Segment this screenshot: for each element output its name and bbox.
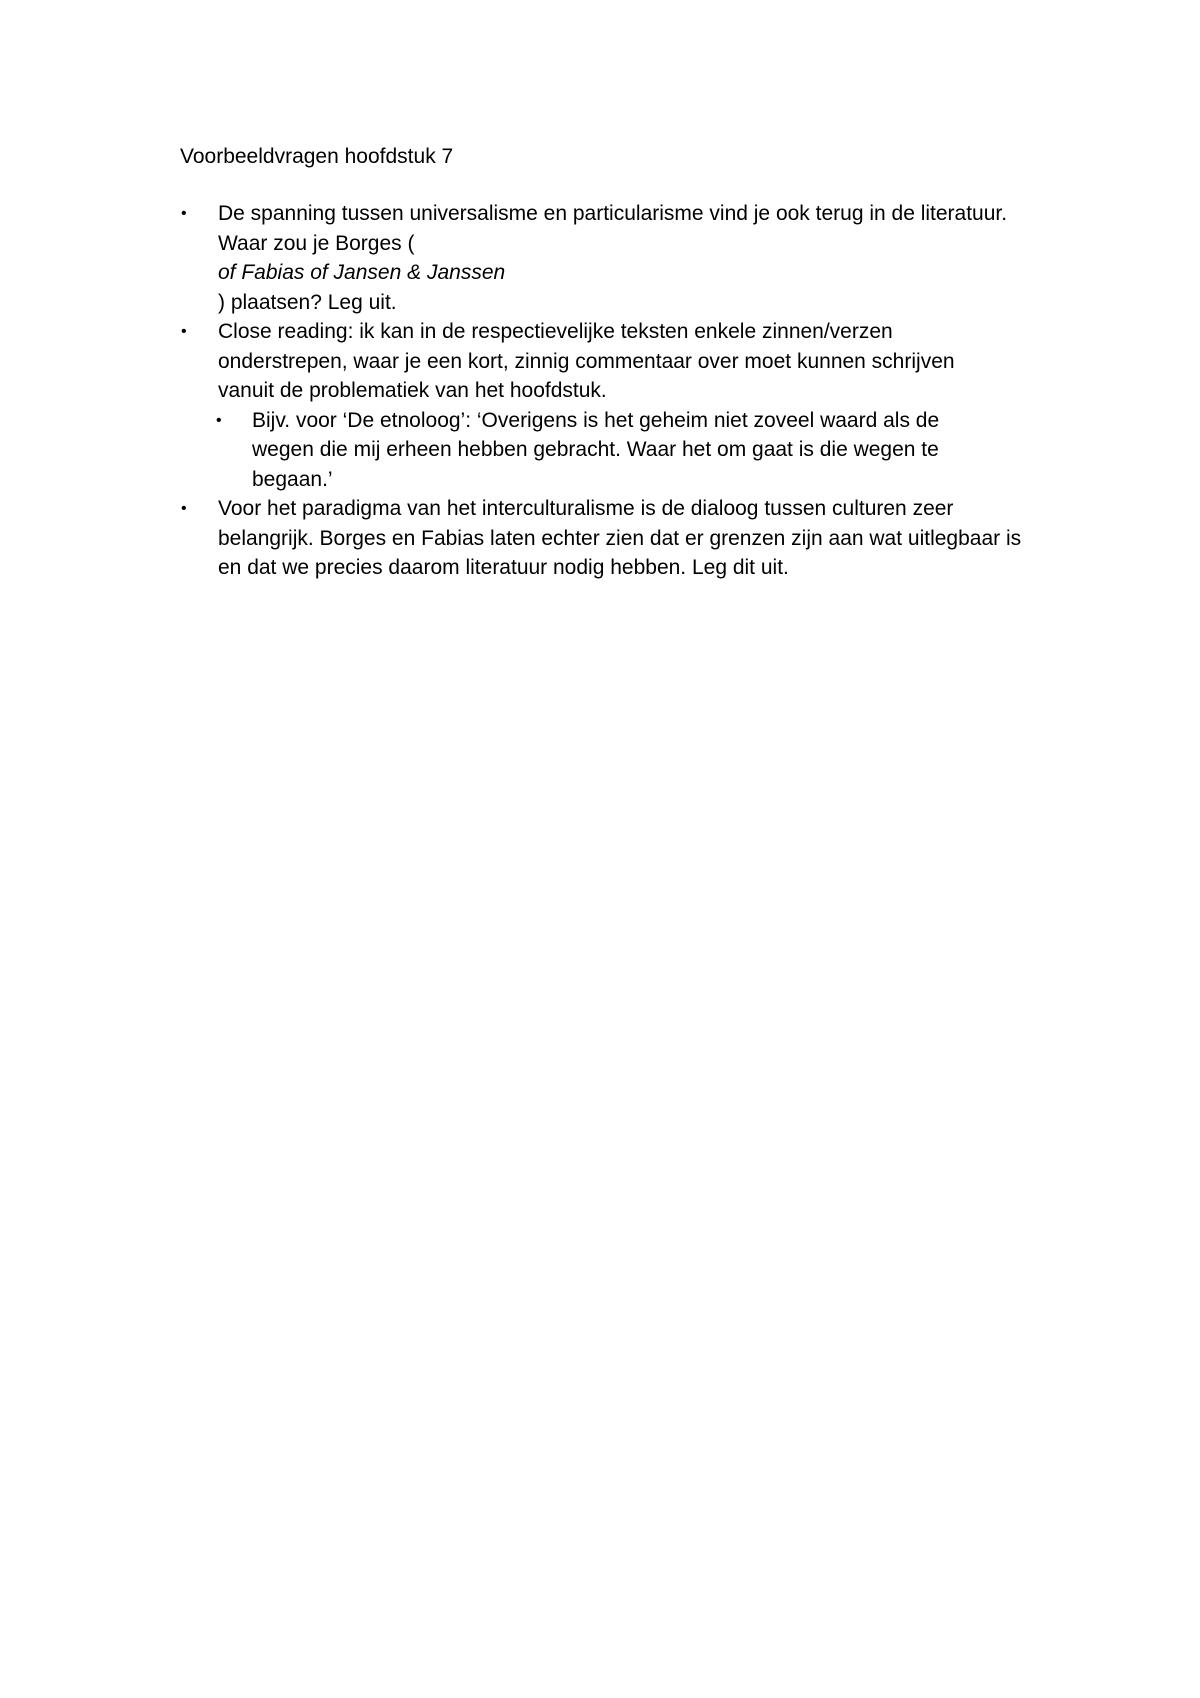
question-1-italic-phrase: of Fabias of Jansen & Janssen [218, 261, 506, 284]
subitem-line-2: wegen die mij erheen hebben gebracht. Waar het om gaat is die wegen te [252, 438, 939, 461]
question-3-text [218, 494, 1080, 583]
question-item-3 [180, 494, 1080, 583]
bullet-icon: • [181, 205, 187, 222]
question-2-line-1: Close reading: ik kan in de respectievelijke teksten enkele zinnen/verzen [218, 320, 893, 343]
subitem-line-1: Bijv. voor ‘De etnoloog’: ‘Overigens is het geheim niet zoveel waard als de [252, 408, 940, 432]
document-title: Voorbeeldvragen hoofdstuk 7 [180, 145, 454, 168]
question-item-1 [180, 199, 1080, 317]
question-2-subitem-1 [180, 406, 1080, 495]
question-3-line-2: belangrijk. Borges en Fabias laten echter zien dat er grenzen zijn aan wat uitlegbaar is [218, 526, 1022, 550]
subitem-line-3: begaan.’ [252, 467, 333, 491]
question-2-line-3: vanuit de problematiek van het hoofdstuk. [218, 379, 607, 402]
question-2-line-2: onderstrepen, waar je een kort, zinnig commentaar over moet kunnen schrijven [218, 349, 955, 373]
bullet-icon: • [216, 411, 222, 429]
question-item-2 [180, 317, 1080, 494]
question-list [180, 199, 1080, 583]
question-2-text [218, 317, 1080, 406]
question-1-line-2-start: Waar zou je Borges ( [218, 231, 415, 255]
question-3-line-3: en dat we precies daarom literatuur nodig hebben. Leg dit uit. [218, 556, 789, 579]
document-content [180, 142, 1080, 583]
question-1-line-1: De spanning tussen universalisme en particularisme vind je ook terug in de literatuur. [218, 202, 1008, 225]
question-2-sublist [180, 406, 1080, 495]
question-1-line-2-end: ) plaatsen? Leg uit. [218, 290, 397, 314]
bullet-icon: • [181, 500, 187, 517]
subitem-text [252, 406, 1080, 495]
question-3-line-1: Voor het paradigma van het interculturalisme is de dialoog tussen culturen zeer [218, 497, 954, 520]
bullet-icon: • [181, 323, 187, 340]
question-1-text [218, 199, 1080, 317]
question-1-line-2 [218, 229, 1080, 318]
